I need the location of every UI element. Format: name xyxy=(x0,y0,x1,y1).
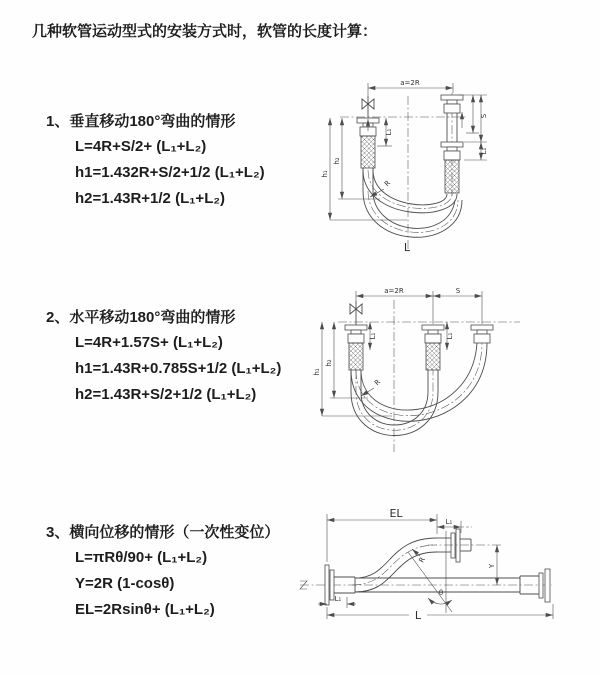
formula-line: Y=2R (1-cosθ) xyxy=(75,575,175,592)
section-3-heading: 3、横向位移的情形（一次性变位） xyxy=(46,524,280,541)
formula-line: L=πRθ/90+ (L₁+L₂) xyxy=(75,549,208,566)
braided-hose-section xyxy=(361,136,375,168)
right-flange-fitting xyxy=(520,569,550,602)
length-label: L xyxy=(403,241,411,254)
dim-a2r xyxy=(368,79,453,96)
hose-s-curve-position xyxy=(352,538,437,592)
braided-hose-section xyxy=(349,343,363,370)
dim-h1-label: h₁ xyxy=(313,368,321,376)
dim-l1-left-label: L₁ xyxy=(334,595,342,603)
dim-a2r-label: a=2R xyxy=(400,79,420,87)
page-title: 几种软管运动型式的安装方式时，软管的长度计算： xyxy=(32,23,378,40)
dim-l-label: L xyxy=(414,609,422,622)
dim-l1-right-label: L₁ xyxy=(480,147,488,155)
formula-line: h2=1.43R+1/2 (L₁+L₂) xyxy=(75,190,226,207)
upper-flange-fitting xyxy=(437,529,471,562)
dim-l1-left xyxy=(318,595,356,608)
dim-l1-left xyxy=(369,322,377,350)
dim-h1-label: h₁ xyxy=(321,170,329,178)
diagram-vertical-180-bend xyxy=(321,79,488,254)
dim-h2-label: h₂ xyxy=(333,157,341,165)
dim-l1-top xyxy=(437,518,472,533)
valve-icon xyxy=(350,301,362,325)
diagram-horizontal-180-bend xyxy=(313,287,520,452)
dim-s-label: S xyxy=(480,113,488,119)
dim-y-label: Y xyxy=(488,563,496,569)
formula-line: EL=2Rsinθ+ (L₁+L₂) xyxy=(75,601,215,618)
left-flange-fitting xyxy=(345,325,367,370)
formula-line: h2=1.43R+S/2+1/2 (L₁+L₂) xyxy=(75,386,257,403)
section-1-heading: 1、垂直移动180°弯曲的情形 xyxy=(46,113,236,130)
dim-l1-mid xyxy=(446,322,454,350)
dim-l1-right xyxy=(464,142,488,160)
braided-hose-section xyxy=(445,160,459,193)
displaced-flange-fitting xyxy=(471,325,493,343)
diagram-lateral-displacement xyxy=(300,507,553,622)
dim-s xyxy=(433,287,482,324)
dim-l1-top-label: L₁ xyxy=(445,518,453,526)
dim-y xyxy=(488,545,497,585)
dim-l1-left-label: L₁ xyxy=(369,332,377,340)
braided-hose-section xyxy=(426,343,440,370)
formula-line: L=4R+1.57S+ (L₁+L₂) xyxy=(75,334,223,351)
middle-flange-fitting xyxy=(422,325,444,370)
dim-a2r xyxy=(356,287,433,324)
radius-label: R xyxy=(383,179,393,189)
angle-theta-construction xyxy=(408,531,452,613)
dim-l1-mid-label: L₁ xyxy=(446,332,454,340)
dim-el-label: EL xyxy=(389,507,403,520)
dim-h2-label: h₂ xyxy=(325,359,333,367)
section-2-heading: 2、水平移动180°弯曲的情形 xyxy=(46,309,236,326)
formula-line: h1=1.43R+0.785S+1/2 (L₁+L₂) xyxy=(75,360,282,377)
formula-line: L=4R+S/2+ (L₁+L₂) xyxy=(75,138,207,155)
right-flange-lower-position xyxy=(441,142,463,193)
formula-line: h1=1.432R+S/2+1/2 (L₁+L₂) xyxy=(75,164,265,181)
valve-icon xyxy=(362,96,374,118)
radius-label: R xyxy=(417,555,427,565)
dim-l1-left-label: L₁ xyxy=(385,128,393,136)
right-flange-upper-position xyxy=(441,95,463,142)
dim-el xyxy=(327,507,437,565)
dim-a2r-label: a=2R xyxy=(384,287,404,295)
dim-s xyxy=(459,95,488,142)
dim-l xyxy=(327,604,553,622)
angle-theta-label: θ xyxy=(438,589,444,597)
dim-s-label: S xyxy=(455,287,461,295)
radius-label: R xyxy=(373,378,383,388)
